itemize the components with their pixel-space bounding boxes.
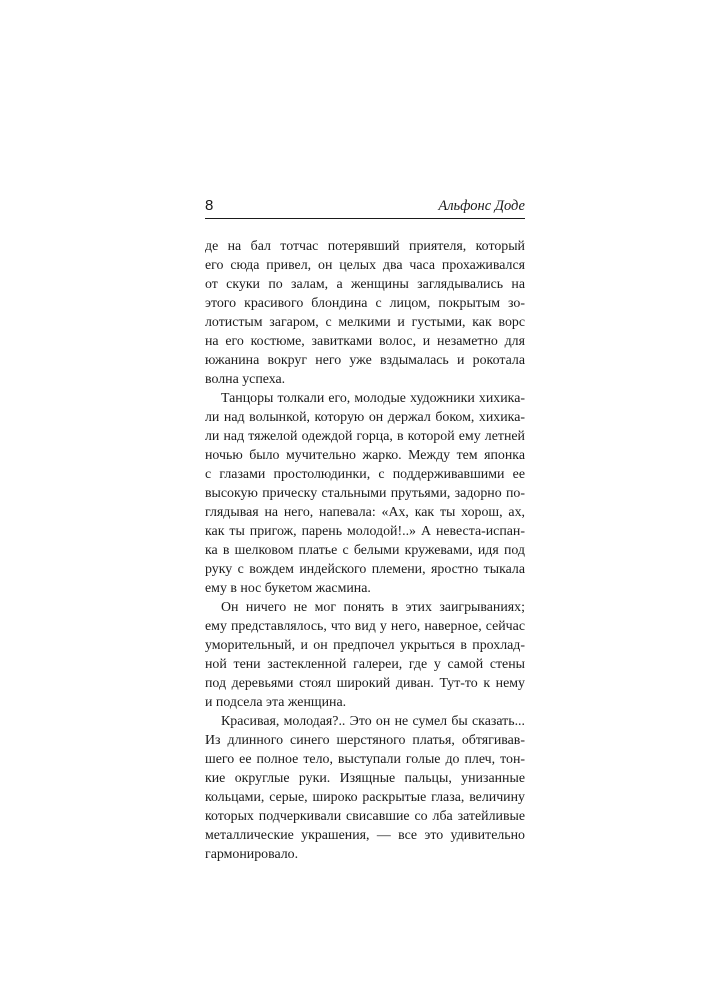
text-line: ка в шелковом платье с белыми кружевами, идя под [205, 543, 525, 558]
text-line: южанина вокруг него уже вздымалась и рокотала [205, 353, 525, 368]
text-line: ночью было мучительно жарко. Между тем японка [205, 448, 525, 463]
text-line: Танцоры толкали его, молодые художники хихика- [221, 391, 525, 406]
text-line: высокую прическу стальными прутьями, задорно по- [205, 486, 525, 501]
running-title: Альфонс Доде [438, 198, 525, 214]
text-line: волна успеха. [205, 372, 286, 387]
text-line: как ты пригож, парень молодой!..» А невеста-испан- [205, 524, 525, 539]
text-line: лотистым загаром, с мелкими и густыми, как ворс [205, 315, 525, 330]
text-line: этого красивого блондина с лицом, покрытым зо- [205, 296, 525, 311]
paragraph [205, 237, 525, 389]
body-text [205, 237, 525, 864]
text-line: ли над тяжелой одеждой горца, в которой ему летней [205, 429, 525, 444]
text-line: гармонировало. [205, 847, 299, 862]
text-line: на его костюме, завитками волос, и незаметно для [205, 334, 525, 349]
text-line: под деревьями стоял широкий диван. Тут-то к нему [205, 676, 525, 691]
page-number: 8 [205, 197, 214, 214]
paragraph [205, 712, 525, 864]
text-line: кие округлые руки. Изящные пальцы, унизанные [205, 771, 525, 786]
text-line: руку с вождем индейского племени, яростно тыкала [205, 562, 525, 577]
text-line: ему представлялось, что вид у него, наверное, сейчас [205, 619, 525, 634]
text-line: металлические украшения, — все это удивительно [205, 828, 525, 843]
text-line: ли над волынкой, которую он держал боком, хихика- [205, 410, 525, 425]
text-line: кольцами, серые, широко раскрытые глаза, величину [205, 790, 525, 805]
text-line: ему в нос букетом жасмина. [205, 581, 371, 596]
paragraph [205, 389, 525, 598]
text-line: уморительный, и он предпочел укрыться в прохлад- [205, 638, 525, 653]
text-line: Красивая, молодая?.. Это он не сумел бы сказать... [221, 714, 525, 729]
text-line: ной тени застекленной галереи, где у самой стены [205, 657, 525, 672]
text-line: его сюда привел, он целых два часа прохаживался [205, 258, 525, 273]
paragraph [205, 598, 525, 712]
text-line: которых подчеркивали свисавшие со лба затейливые [205, 809, 525, 824]
text-line: с глазами простолюдинки, с поддерживавшими ее [205, 467, 525, 482]
text-line: глядывая на него, напевала: «Ах, как ты хорош, ах, [205, 505, 525, 520]
text-line: шего ее полное тело, выступали голые до плеч, тон- [205, 752, 525, 767]
text-line: де на бал тотчас потерявший приятеля, который [205, 239, 525, 254]
text-line: и подсела эта женщина. [205, 695, 347, 710]
text-line: Он ничего не мог понять в этих заигрываниях; [221, 600, 525, 615]
running-head [205, 196, 525, 219]
text-line: от скуки по залам, а женщины заглядывались на [205, 277, 525, 292]
text-line: Из длинного синего шерстяного платья, обтягивав- [205, 733, 525, 748]
